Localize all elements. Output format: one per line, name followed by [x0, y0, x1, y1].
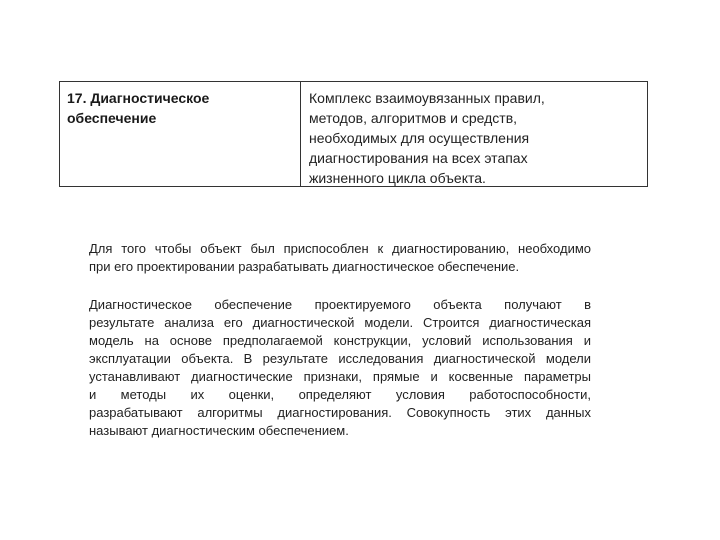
paragraph-line: и методы их оценки, определяют условия работоспособности,	[89, 387, 591, 402]
paragraph-line: модель на основе предполагаемой конструкции, условий использования и	[89, 333, 591, 348]
definition-cell: Комплекс взаимоувязанных правил, методов, алгоритмов и средств, необходимых для осуществления диагностирования на всех этапах жизненного цикла объекта.	[309, 90, 545, 186]
paragraph-line: разрабатывают алгоритмы диагностирования. Совокупность этих данных	[89, 405, 591, 420]
paragraph-line: Для того чтобы объект был приспособлен к диагностированию, необходимо	[89, 241, 591, 256]
paragraph-line: результате анализа его диагностической модели. Строится диагностическая	[89, 315, 591, 330]
paragraph-intro	[89, 240, 591, 276]
paragraph-line: при его проектировании разрабатывать диагностическое обеспечение.	[89, 259, 520, 274]
paragraph-line: называют диагностическим обеспечением.	[89, 423, 349, 438]
paragraph-line: Диагностическое обеспечение проектируемого объекта получают в	[89, 297, 591, 312]
term-cell: 17. Диагностическое обеспечение	[60, 82, 301, 186]
paragraph-line: устанавливают диагностические признаки, прямые и косвенные параметры	[89, 369, 591, 384]
definition-table	[59, 81, 648, 187]
paragraph-line: эксплуатации объекта. В результате исследования диагностической модели	[89, 351, 591, 366]
paragraph-diagnostic-support	[89, 296, 591, 440]
